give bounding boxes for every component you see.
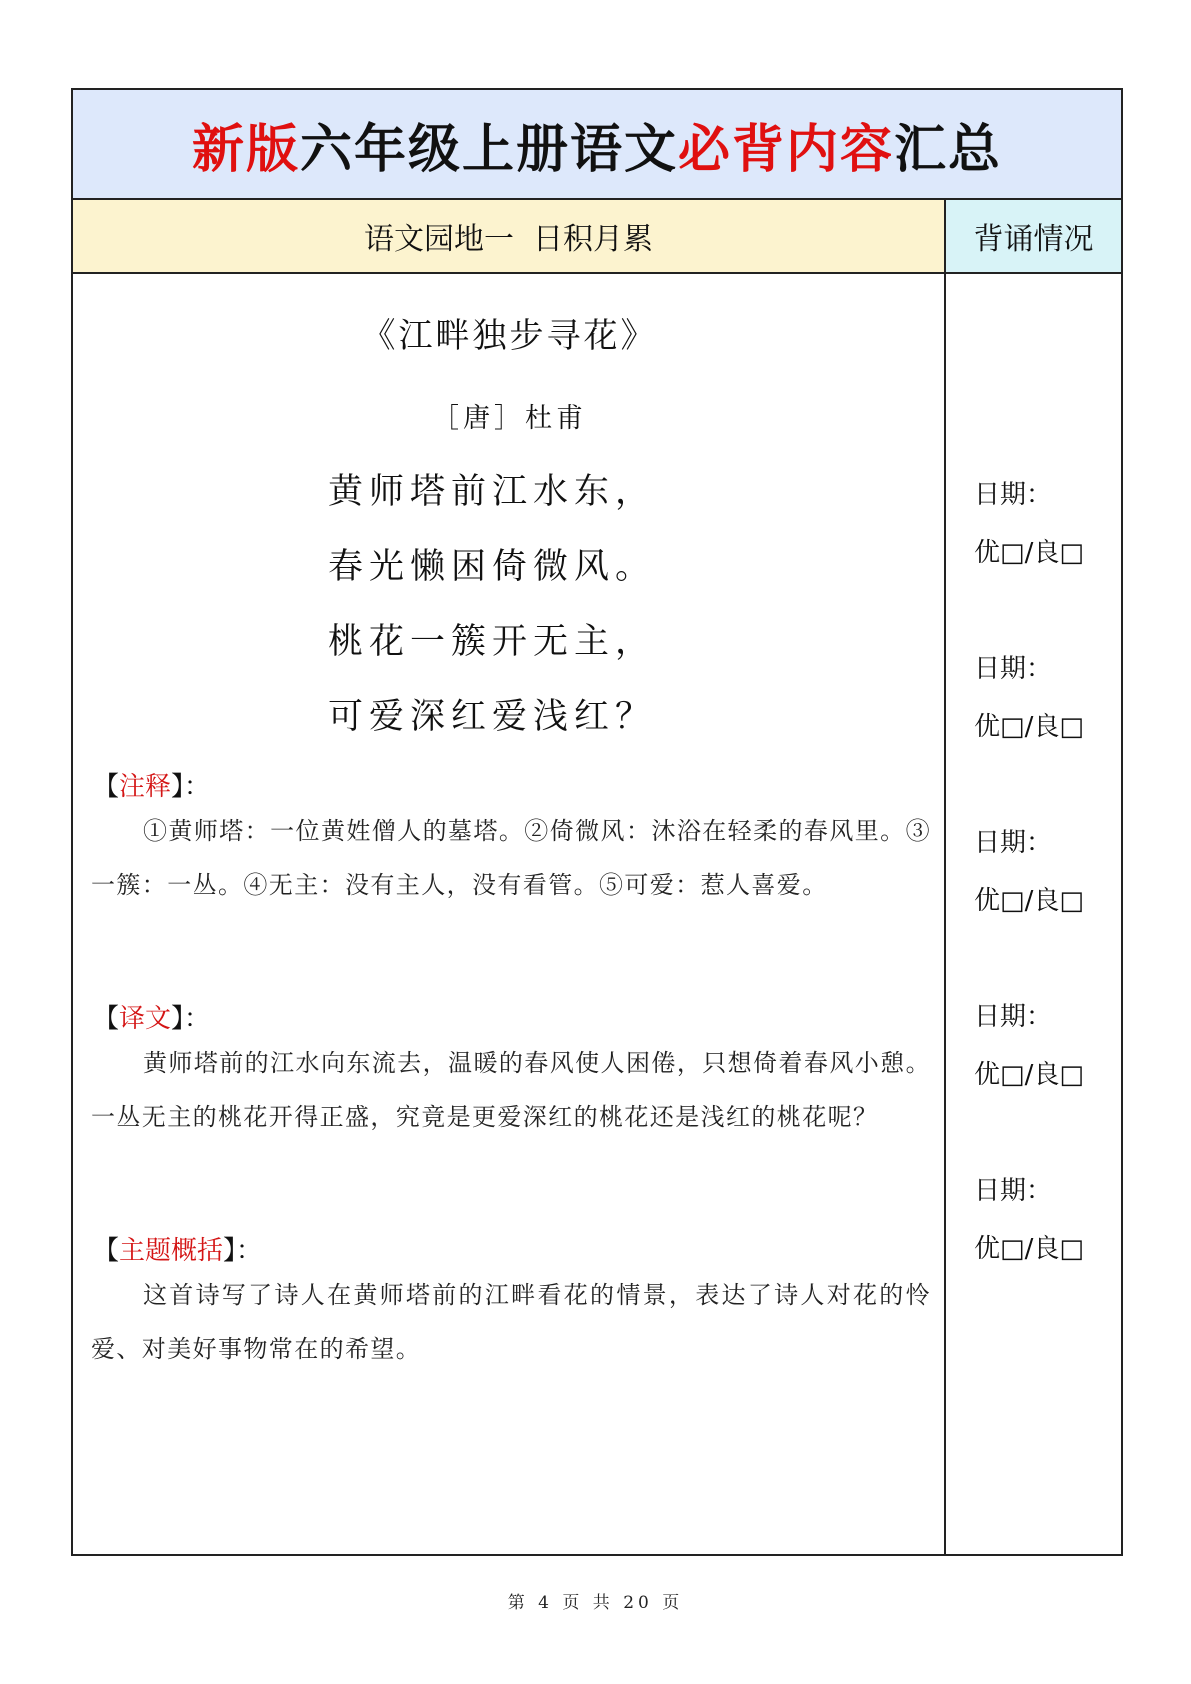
record-date-4: 日期： (974, 1002, 1053, 1032)
poem-line-2: 春光懒困倚微风。 (328, 547, 657, 587)
worksheet-table (71, 88, 1123, 1556)
poem-title: 《江畔独步寻花》 (361, 316, 658, 356)
page-number: 第 4 页 共 20 页 (507, 1593, 684, 1613)
record-grade-3: 优□/良□ (974, 886, 1084, 916)
poem-author: ［唐］杜甫 (432, 403, 587, 434)
theme-text: 这首诗写了诗人在黄师塔前的江畔看花的情景，表达了诗人对花的怜爱、对美好事物常在的希望。 (91, 1281, 931, 1363)
record-date-2: 日期： (974, 654, 1053, 684)
record-date-1: 日期： (974, 480, 1053, 510)
page-title (73, 90, 1121, 200)
title-must-recite: 必背内容 (678, 119, 895, 180)
title-summary: 汇总 (894, 119, 1003, 180)
record-date-5: 日期： (974, 1176, 1053, 1206)
record-grade-4: 优□/良□ (974, 1060, 1084, 1090)
record-grade-5: 优□/良□ (974, 1234, 1084, 1264)
poem-line-4: 可爱深红爱浅红？ (328, 697, 657, 737)
notes-label: 【注释】： (93, 772, 211, 802)
title-new-edition: 新版 (191, 119, 300, 180)
section-heading: 语文园地一 日积月累 (73, 200, 946, 272)
record-date-3: 日期： (974, 828, 1053, 858)
translation-text: 黄师塔前的江水向东流去，温暖的春风使人困倦，只想倚着春风小憩。一丛无主的桃花开得正盛，究竟是更爱深红的桃花还是浅红的桃花呢？ (91, 1049, 931, 1131)
poem-line-3: 桃花一簇开无主， (328, 622, 657, 662)
content-column (73, 274, 946, 1554)
theme-label: 【主题概括】： (93, 1236, 263, 1266)
recitation-status-heading: 背诵情况 (946, 200, 1121, 272)
title-grade-subject: 六年级上册语文 (299, 119, 678, 180)
notes-text: ①黄师塔：一位黄姓僧人的墓塔。②倚微风：沐浴在轻柔的春风里。③一簇：一丛。④无主：没有主人，没有看管。⑤可爱：惹人喜爱。 (91, 817, 931, 899)
header-row (73, 200, 1121, 274)
record-grade-1: 优□/良□ (974, 538, 1084, 568)
translation-label: 【译文】： (93, 1004, 211, 1034)
poem-line-1: 黄师塔前江水东， (328, 472, 657, 512)
recitation-column (946, 274, 1121, 1554)
record-grade-2: 优□/良□ (974, 712, 1084, 742)
